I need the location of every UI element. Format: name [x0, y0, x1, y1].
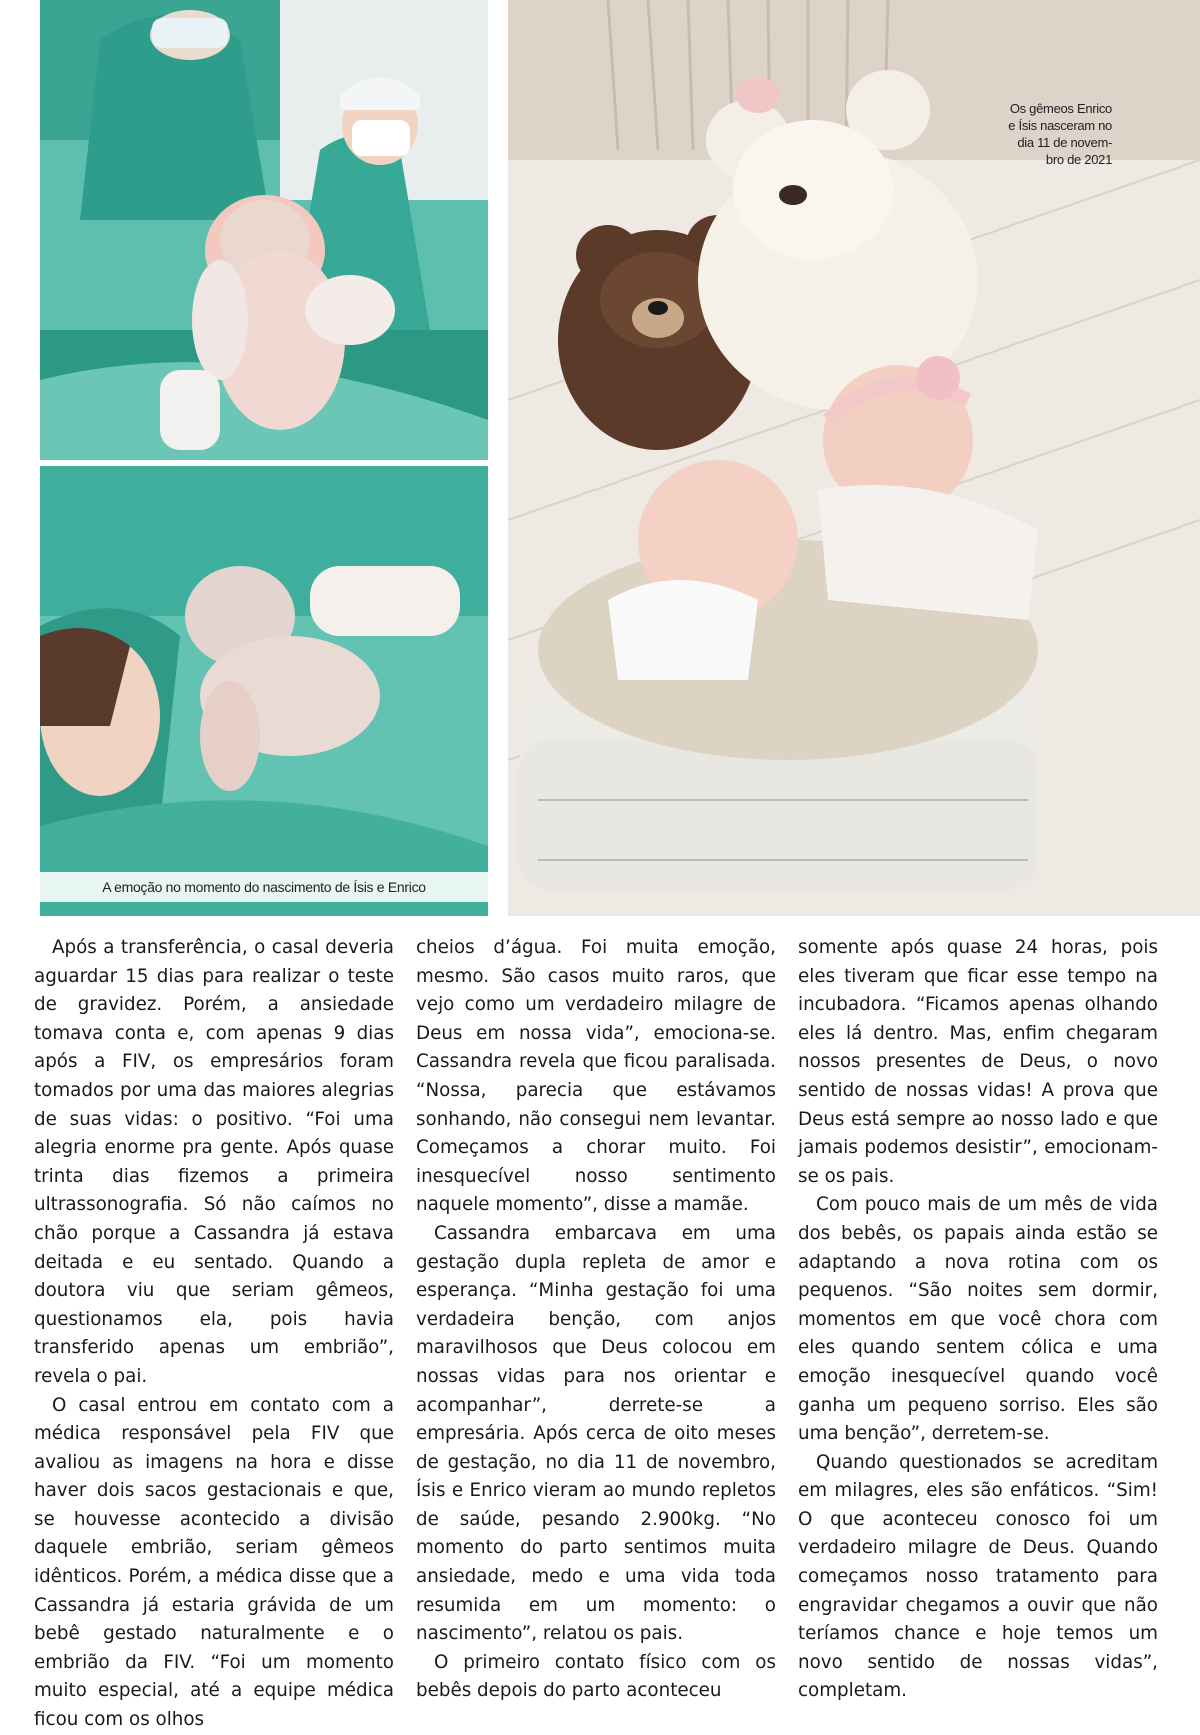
caption-birth-moment: A emoção no momento do nascimento de Ísis e Enrico: [40, 872, 488, 902]
article-column-1: [34, 934, 394, 1731]
article-column-3: [798, 934, 1158, 1714]
article-paragraph: Quando questionados se acreditam em milagres, eles são enfáticos. “Sim! O que aconteceu conosco foi um verdadeiro milagre de Deus. Quando começamos nosso tratamento para engravidar chegamos a ouvir que não teríamos chance e hoje temos um novo sentido de nossas vidas”, completam.: [798, 1451, 1158, 1702]
mother-newborn-illustration: [40, 466, 488, 916]
caption-twins-line: Os gêmeos Enrico: [1009, 101, 1112, 116]
caption-twins-line: bro de 2021: [1045, 152, 1112, 167]
caption-twins-line: dia 11 de novem-: [1017, 135, 1112, 150]
caption-twins-line: e Ísis nasceram no: [1008, 118, 1112, 133]
caption-twins-birth: [982, 100, 1112, 168]
article-paragraph: O primeiro contato físico com os bebês depois do parto aconteceu: [416, 1651, 776, 1702]
delivery-room-illustration: [40, 0, 488, 460]
photo-mother-newborn: [40, 466, 488, 916]
article-paragraph: O casal entrou em contato com a médica responsável pela FIV que avaliou as imagens na hora e disse haver dois sacos gestacionais e que, se houvesse acontecido a divisão daquele embrião, seriam gêmeos idênticos. Porém, a médica disse que a Cassandra já estaria grávida de um bebê gestado naturalmente e o embrião da FIV. “Foi um momento muito especial, até a equipe médica ficou com os olhos: [34, 1394, 394, 1731]
article-paragraph: cheios d’água. Foi muita emoção, mesmo. São casos muito raros, que vejo como um verdadeiro milagre de Deus em nossa vida”, emociona-se. Cassandra revela que ficou paralisada. “Nossa, parecia que estávamos sonhando, não consegui nem levantar. Começamos a chorar muito. Foi inesquecível nosso sentimento naquele momento”, disse a mamãe.: [416, 937, 776, 1216]
article-paragraph: Com pouco mais de um mês de vida dos bebês, os papais ainda estão se adaptando a nova rotina com os pequenos. “São noites sem dormir, momentos em que você chora com eles quando sentem cólica e uma emoção inesquecível quando você ganha um pequeno sorriso. Eles são uma benção”, derretem-se.: [798, 1194, 1158, 1445]
article-paragraph: somente após quase 24 horas, pois eles tiveram que ficar esse tempo na incubadora. “Ficamos apenas olhando eles lá dentro. Mas, enfim chegaram nossos presentes de Deus, o novo sentido de nossas vidas! A prova que Deus está sempre ao nosso lado e que jamais podemos desistir”, emocionam-se os pais.: [798, 937, 1158, 1187]
photo-delivery-room: [40, 0, 488, 460]
article-paragraph: Após a transferência, o casal deveria aguardar 15 dias para realizar o teste de gravidez. Porém, a ansiedade tomava conta e, com apenas 9 dias após a FIV, os empresários foram tomados por uma das maiores alegrias de suas vidas: o positivo. “Foi uma alegria enorme pra gente. Após quase trinta dias fizemos a primeira ultrassonografia. Só não caímos no chão porque a Cassandra já estava deitada e eu sentado. Quando a doutora viu que seriam gêmeos, questionamos ela, pois havia transferido apenas um embrião”, revela o pai.: [34, 937, 394, 1387]
article-paragraph: Cassandra embarcava em uma gestação dupla repleta de amor e esperança. “Minha gestação foi uma verdadeira benção, com anjos maravilhosos que Deus colocou em nossas vidas para nos orientar e acompanhar”, derrete-se a empresária. Após cerca de oito meses de gestação, no dia 11 de novembro, Ísis e Enrico vieram ao mundo repletos de saúde, pesando 2.900kg. “No momento do parto sentimos muita ansiedade, medo e uma vida toda resumida em um momento: o nascimento”, relatou os pais.: [416, 1222, 776, 1645]
article-body: [34, 934, 1160, 1731]
article-column-2: [416, 934, 776, 1714]
